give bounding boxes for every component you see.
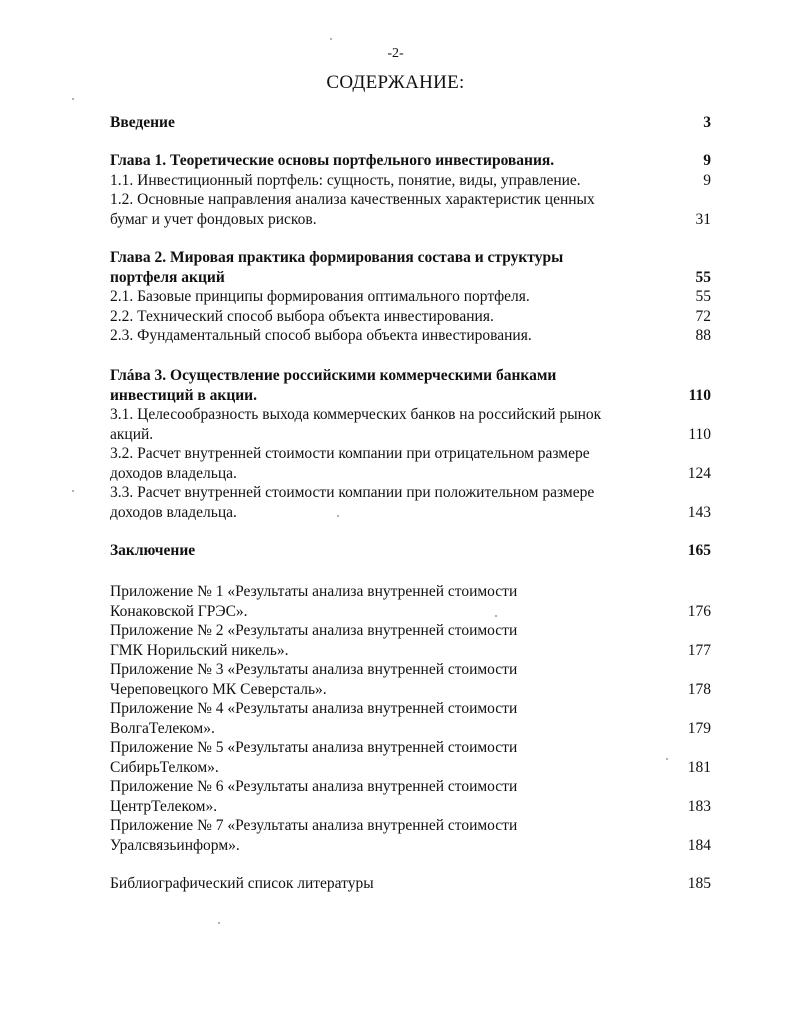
toc-entry-title-cont: акций. bbox=[110, 425, 154, 443]
toc-page-number: 55 bbox=[695, 268, 711, 286]
toc-page-number: 179 bbox=[687, 719, 711, 737]
toc-entry-title: 1.1. Инвестиционный портфель: сущность, понятие, виды, управление. bbox=[110, 171, 581, 189]
toc-entry-title-cont: инвестиций в акции. bbox=[110, 386, 257, 404]
toc-page-number: 110 bbox=[688, 425, 711, 443]
toc-page-number: 124 bbox=[687, 464, 711, 482]
toc-page-number: 3 bbox=[703, 114, 711, 131]
toc-chapter-1 bbox=[110, 151, 711, 229]
appendix-title-cont: Уралсвязьинформ». bbox=[110, 836, 240, 854]
toc-page-number: 183 bbox=[687, 797, 711, 815]
toc-entry-title: 2.2. Технический способ выбора объекта инвестирования. bbox=[110, 307, 494, 325]
scan-speck bbox=[337, 515, 339, 517]
toc-page-number: 88 bbox=[695, 327, 711, 344]
appendix-title: Приложение № 7 «Результаты анализа внутренней стоимости bbox=[110, 817, 518, 834]
toc-entry-title: Заключение bbox=[110, 542, 196, 559]
scan-speck bbox=[330, 38, 332, 40]
toc-entry-title: Введение bbox=[110, 114, 175, 131]
toc-page-number: 181 bbox=[687, 758, 711, 776]
scan-speck bbox=[72, 490, 74, 492]
appendix-title: Приложение № 1 «Результаты анализа внутренней стоимости bbox=[110, 583, 518, 600]
scan-speck bbox=[666, 758, 668, 760]
toc-entry-title: 2.1. Базовые принципы формирования оптимального портфеля. bbox=[110, 288, 530, 305]
toc-entry-title-cont: доходов владельца. bbox=[110, 464, 237, 482]
toc-page-number: 176 bbox=[687, 602, 711, 620]
scan-speck bbox=[495, 615, 497, 617]
toc-page-number: 177 bbox=[687, 641, 711, 659]
appendix-title: Приложение № 5 «Результаты анализа внутренней стоимости bbox=[110, 739, 518, 756]
appendix-title: Приложение № 2 «Результаты анализа внутренней стоимости bbox=[110, 622, 518, 639]
appendix-title-cont: ВолгаТелеком». bbox=[110, 719, 215, 737]
toc-page-number: 9 bbox=[703, 152, 711, 169]
toc-entry-title-cont: доходов владельца. bbox=[110, 503, 237, 521]
toc-conclusion bbox=[110, 541, 711, 561]
scan-speck bbox=[72, 98, 74, 100]
toc-entry-title: 3.3. Расчет внутренней стоимости компании при положительном размере bbox=[110, 484, 595, 501]
toc-entry-title: Глава 2. Мировая практика формирования состава и структуры bbox=[110, 249, 564, 266]
toc-entry-title: 3.1. Целесообразность выхода коммерческих банков на российский рынок bbox=[110, 406, 602, 423]
toc-page-number: 31 bbox=[695, 210, 711, 228]
appendix-title: Приложение № 3 «Результаты анализа внутренней стоимости bbox=[110, 661, 518, 678]
page-title: СОДЕРЖАНИЕ: bbox=[326, 72, 465, 93]
toc-entry-title: Глáва 3. Осуществление российскими коммерческими банками bbox=[110, 367, 557, 384]
page-number: -2- bbox=[387, 46, 404, 61]
appendix-title-cont: СибирьТелком». bbox=[110, 758, 219, 776]
toc-intro bbox=[110, 113, 711, 133]
toc-chapter-2 bbox=[110, 248, 711, 346]
toc-entry-title: 2.3. Фундаментальный способ выбора объекта инвестирования. bbox=[110, 327, 532, 344]
toc-entry-title-cont: портфеля акций bbox=[110, 268, 225, 286]
toc-page-number: 178 bbox=[687, 680, 711, 698]
toc-entry-title-cont: бумаг и учет фондовых рисков. bbox=[110, 210, 317, 228]
appendix-title: Приложение № 4 «Результаты анализа внутренней стоимости bbox=[110, 700, 518, 717]
toc-entry-title: 1.2. Основные направления анализа качественных характеристик ценных bbox=[110, 191, 595, 208]
toc-page-number: 110 bbox=[688, 386, 711, 404]
appendix-title-cont: ЦентрТелеком». bbox=[110, 797, 218, 815]
toc-page-number: 165 bbox=[687, 542, 711, 559]
toc-page-number: 143 bbox=[687, 503, 711, 521]
scan-speck bbox=[218, 922, 220, 924]
appendix-title-cont: Череповецкого МК Северсталь». bbox=[110, 680, 327, 698]
appendix-title-cont: ГМК Норильский никель». bbox=[110, 641, 289, 659]
appendix-title: Приложение № 6 «Результаты анализа внутренней стоимости bbox=[110, 778, 518, 795]
toc-appendices bbox=[110, 582, 711, 855]
toc-entry-title: Библиографический список литературы bbox=[110, 875, 374, 892]
toc-bibliography bbox=[110, 874, 711, 894]
toc-page-number: 55 bbox=[695, 288, 711, 305]
toc-entry-title: Глава 1. Теоретические основы портфельного инвестирования. bbox=[110, 152, 555, 169]
toc-page-number: 185 bbox=[687, 875, 711, 892]
toc-chapter-3 bbox=[110, 366, 711, 522]
toc-page-number: 72 bbox=[695, 307, 711, 325]
toc-page-number: 184 bbox=[687, 836, 711, 854]
toc-page-number: 9 bbox=[703, 171, 711, 189]
appendix-title-cont: Конаковской ГРЭС». bbox=[110, 602, 248, 620]
toc-entry-title: 3.2. Расчет внутренней стоимости компании при отрицательном размере bbox=[110, 445, 590, 462]
